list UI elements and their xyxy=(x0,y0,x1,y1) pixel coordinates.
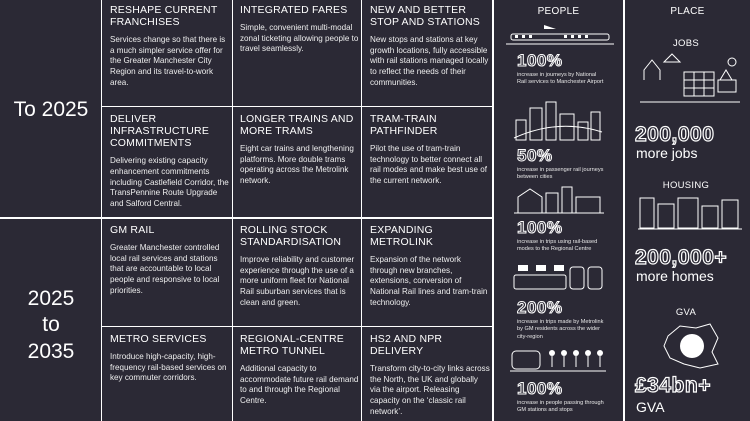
card-longer-trains xyxy=(240,113,360,187)
housing-value: 200,000+ xyxy=(635,246,728,269)
card-title: GM RAIL xyxy=(110,224,155,236)
card-new-stops-stations xyxy=(370,4,490,88)
card-infrastructure-commitments xyxy=(110,113,230,210)
card-hs2-npr xyxy=(370,333,490,417)
airport-train-icon xyxy=(506,22,614,48)
card-tram-train-pathfinder xyxy=(370,113,490,187)
divider xyxy=(623,0,625,421)
card-title: EXPANDING METROLINK xyxy=(370,224,434,249)
card-title: INTEGRATED FARES xyxy=(240,4,348,16)
card-title: METRO SERVICES xyxy=(110,333,207,345)
jobs-icon xyxy=(640,52,740,114)
card-body: Simple, convenient multi-modal zonal ticketing allowing people to travel seamlessly. xyxy=(240,23,359,54)
period-divider xyxy=(0,217,493,219)
card-body: Additional capacity to accommodate future rail demand to and through the Regional Centre. xyxy=(240,364,359,406)
period-line: to xyxy=(42,313,60,337)
card-body: Greater Manchester controlled local rail services and stations that are accountable to local people and responsive to local priorities. xyxy=(110,243,220,295)
city-skyline-icon xyxy=(512,98,604,142)
pound-map-icon xyxy=(662,322,722,370)
stat-value: 200% xyxy=(517,298,563,317)
divider xyxy=(492,0,494,421)
card-body: Introduce high-capacity, high-frequency rail-based services on key commuter corridors. xyxy=(110,352,227,383)
card-title: REGIONAL-CENTRE METRO TUNNEL xyxy=(240,333,344,358)
stat-intercity-journeys xyxy=(517,147,605,182)
stat-text: increase in trips using rail-based modes to the Regional Centre xyxy=(517,239,598,253)
jobs-label: more jobs xyxy=(636,145,698,161)
gva-value: £34bn+ xyxy=(635,374,711,397)
card-title: LONGER TRAINS AND MORE TRAMS xyxy=(240,113,354,138)
stat-text: increase in people passing through GM stations and stops xyxy=(517,400,604,414)
divider xyxy=(232,0,233,421)
period-to-2025: To 2025 xyxy=(13,98,89,121)
stat-value: 100% xyxy=(517,379,563,398)
housing-label: more homes xyxy=(636,268,714,284)
period-line: 2035 xyxy=(27,339,75,363)
card-reshape-franchises xyxy=(110,4,230,88)
divider xyxy=(101,326,493,327)
divider xyxy=(361,0,362,421)
stat-metrolink-trips xyxy=(517,299,605,341)
card-title: NEW AND BETTER STOP AND STATIONS xyxy=(370,4,480,29)
card-title: DELIVER INFRASTRUCTURE COMMITMENTS xyxy=(110,113,210,150)
card-body: Delivering existing capacity enhancement commitments including Castlefield Corridor, the TransPennine Route Upgrade and Salford Central. xyxy=(110,156,229,208)
divider xyxy=(101,106,493,107)
card-title: TRAM-TRAIN PATHFINDER xyxy=(370,113,438,138)
card-body: Transform city-to-city links across the North, the UK and globally via the airport. Releasing capacity on the ‘classic rail network’. xyxy=(370,364,490,416)
housing-icon xyxy=(638,196,742,232)
card-title: HS2 AND NPR DELIVERY xyxy=(370,333,443,358)
card-metro-services xyxy=(110,333,230,384)
period-line: 2025 xyxy=(27,287,75,310)
card-body: Improve reliability and customer experience through the use of a more uniform fleet for National Rail suburban services that is clean and green. xyxy=(240,255,355,307)
stat-text: increase in journeys by National Rail services to Manchester Airport xyxy=(517,72,604,86)
card-body: New stops and stations at key growth locations, fully accessible with rail stations managed locally to reflect the needs of their communities. xyxy=(370,35,489,87)
stat-station-passengers xyxy=(517,380,605,415)
gva-label: GVA xyxy=(636,399,665,415)
period-2025-2035 xyxy=(0,286,102,365)
card-body: Expansion of the network through new branches, extensions, conversion of National Rail lines and tram-train technology. xyxy=(370,255,488,307)
card-body: Services change so that there is a much simpler service offer for the Greater Manchester City Region and its travel-to-work area. xyxy=(110,35,226,87)
people-heading: PEOPLE xyxy=(537,6,580,17)
card-gm-rail xyxy=(110,224,230,296)
regional-centre-icon xyxy=(514,183,604,215)
gva-heading: GVA xyxy=(675,307,697,318)
stat-value: 50% xyxy=(517,146,553,165)
stat-text: increase in trips made by Metrolink by GM residents across the wider city-region xyxy=(517,319,604,340)
stat-airport-journeys xyxy=(517,52,605,87)
station-people-icon xyxy=(510,345,606,375)
card-body: Pilot the use of tram-train technology to better connect all rail modes and make best use of the current network. xyxy=(370,144,487,186)
card-body: Eight car trains and lengthening platforms. More double trams operating across the Metrolink network. xyxy=(240,144,354,186)
place-heading: PLACE xyxy=(670,6,705,17)
stat-value: 100% xyxy=(517,218,563,237)
metrolink-tram-icon xyxy=(512,263,604,293)
jobs-value: 200,000 xyxy=(635,123,715,146)
card-metro-tunnel xyxy=(240,333,360,407)
housing-heading: HOUSING xyxy=(662,180,710,191)
stat-text: increase in passenger rail journeys between cities xyxy=(517,167,604,181)
card-integrated-fares xyxy=(240,4,360,55)
jobs-heading: JOBS xyxy=(672,38,699,49)
card-expanding-metrolink xyxy=(370,224,490,308)
card-title: ROLLING STOCK STANDARDISATION xyxy=(240,224,342,249)
card-title: RESHAPE CURRENT FRANCHISES xyxy=(110,4,218,29)
card-rolling-stock xyxy=(240,224,360,308)
stat-value: 100% xyxy=(517,51,563,70)
stat-regional-centre-trips xyxy=(517,219,605,254)
